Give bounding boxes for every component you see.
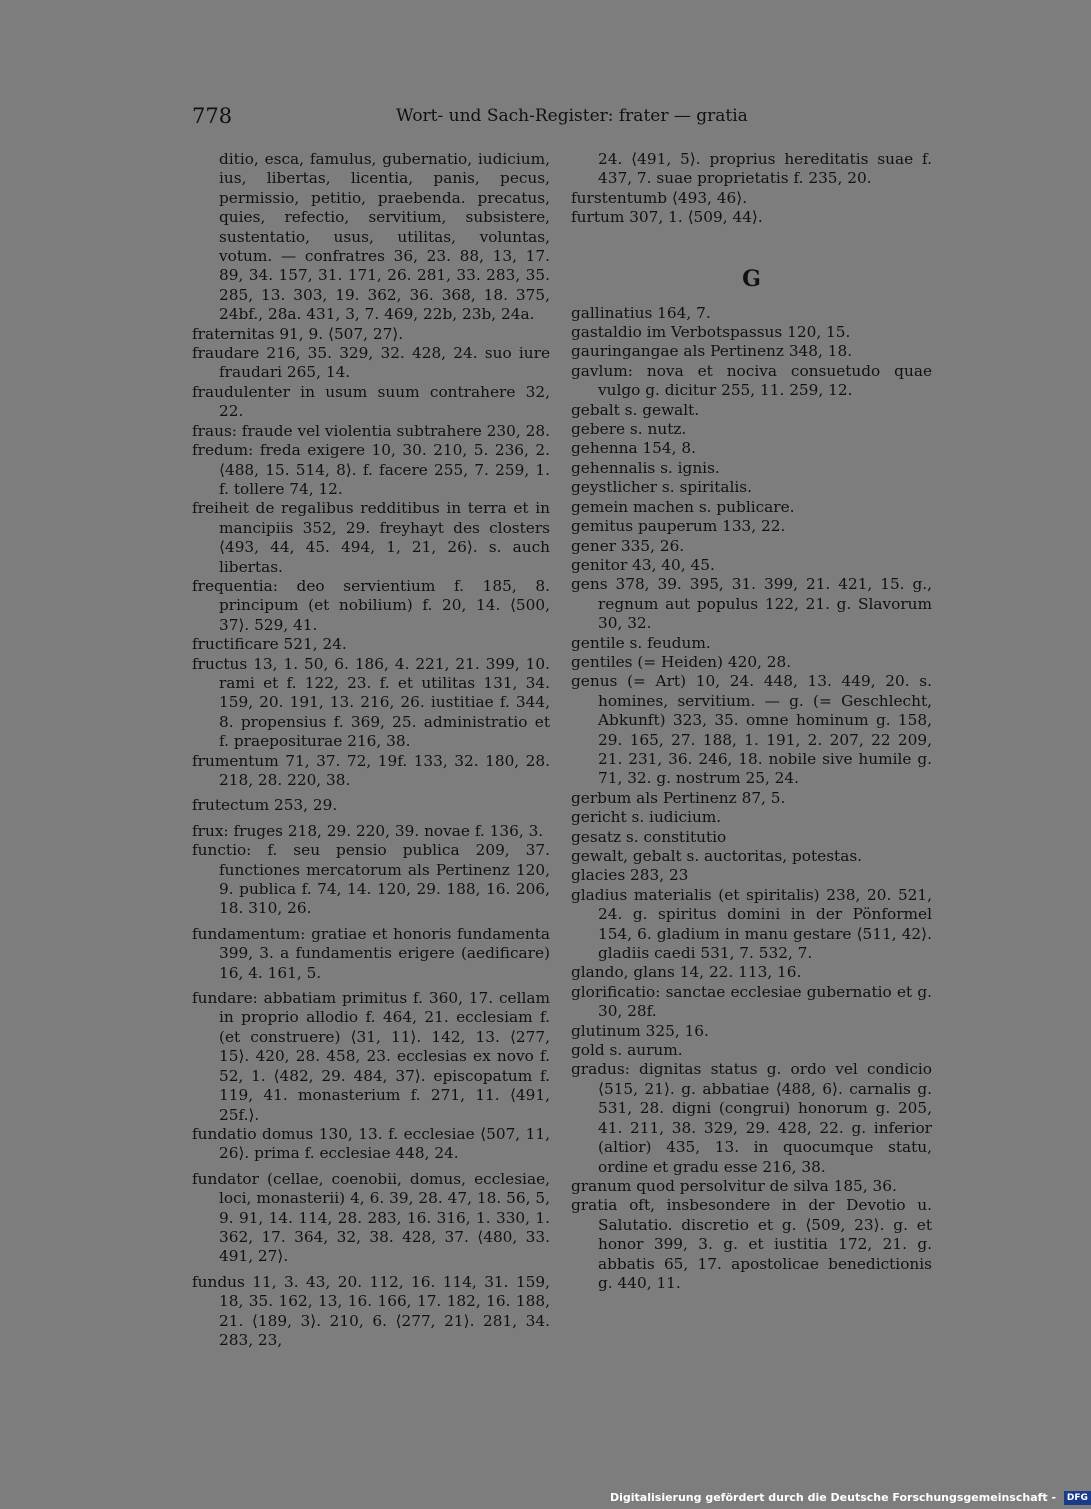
index-entry: fundamentum: gratiae et honoris fundamenta 399, 3. a fundamentis erigere (aedificare) 16, 4. 161, 5. [192,924,550,982]
dfg-logo: DFG [1064,1491,1091,1505]
right-column-entries [571,304,932,1294]
page-number: 778 [192,104,233,128]
index-entry: fructus 13, 1. 50, 6. 186, 4. 221, 21. 399, 10. rami et f. 122, 23. f. et utilitas 131, 34. 159, 20. 191, 13. 216, 26. iustitiae f. 344, 8. propensius f. 369, 25. administratio et f. praeposituraе 216, 38. [192,654,550,751]
footer-text: Digitalisierung gefördert durch die Deutsche Forschungsgemeinschaft [610,1491,1048,1504]
index-entry: 24. ⟨491, 5⟩. proprius hereditatis suae f. 437, 7. suae proprietatis f. 235, 20. [598,150,932,188]
index-entry: glutinum 325, 16. [571,1021,709,1040]
index-entry: gebalt s. gewalt. [571,400,700,419]
index-entry: fundator (cellae, coenobii, domus, ecclesiae, loci, monasterii) 4, 6. 39, 28. 47, 18. 56, 5, 9. 91, 14. 114, 28. 283, 16. 316, 1. 330, 1. 362, 17. 364, 32, 38. 428, 37. ⟨480, 33. 491, 27⟩. [192,1169,550,1266]
index-entry: frutectum 253, 29. [192,796,338,815]
index-entry: genus (= Art) 10, 24. 448, 13. 449, 20. s. homines, servitium. — g. (= Geschlecht, Abkunft) 323, 35. omne hominum g. 158, 29. 165, 27. 188, 1. 191, 2. 207, 22 209, 21. 231, 36. 246, 18. nobile sive humile g. 71, 32. g. nostrum 25, 24. [571,672,932,788]
index-entry: gericht s. iudicium. [571,808,722,827]
index-entry: fraternitas 91, 9. ⟨507, 27⟩. [192,324,404,343]
index-entry: gehennalis s. ignis. [571,458,720,477]
index-entry: genitor 43, 40, 45. [571,555,715,574]
letter-heading: G [742,265,761,292]
index-entry: gesatz s. constitutio [571,827,727,846]
index-entry: gradus: dignitas status g. ordo vel condicio ⟨515, 21⟩. g. abbatiae ⟨488, 6⟩. carnalis g. 531, 28. digni (congrui) honorum g. 205, 41. 211, 38. 329, 29. 428, 22. g. inferior (altior) 435, 13. in quocumque statu, ordine et gradu esse 216, 38. [571,1060,932,1176]
right-column-top [571,150,932,228]
right-column [571,150,932,1293]
index-entry: fructificare 521, 24. [192,635,347,654]
index-entry: fundatio domus 130, 13. f. ecclesiae ⟨507, 11, 26⟩. prima f. ecclesiae 448, 24. [192,1124,550,1163]
index-entry: gold s. aurum. [571,1041,683,1060]
index-entry: fundus 11, 3. 43, 20. 112, 16. 114, 31. 159, 18, 35. 162, 13, 16. 166, 17. 182, 16. 188, 21. ⟨189, 3⟩. 210, 6. ⟨277, 21⟩. 281, 34. 283, 23, [192,1272,550,1349]
footer [610,1490,1091,1506]
index-entry: glacies 283, 23 [571,866,689,885]
index-entry: gauringangae als Pertinenz 348, 18. [571,342,853,361]
index-entry: gehenna 154, 8. [571,439,696,458]
index-entry: gentiles (= Heiden) 420, 28. [571,652,792,671]
running-title: Wort- und Sach-Register: frater — gratia [396,106,748,126]
index-entry: gemein machen s. publicare. [571,497,795,516]
index-entry: gerbum als Pertinenz 87, 5. [571,788,786,807]
index-entry: frumentum 71, 37. 72, 19f. 133, 32. 180, 28. 218, 28. 220, 38. [192,751,550,789]
index-entry: furstentumb ⟨493, 46⟩. [571,188,748,207]
index-entry: gemitus pauperum 133, 22. [571,517,786,536]
index-entry: glando, glans 14, 22. 113, 16. [571,963,802,982]
footer-separator: - [1047,1491,1060,1504]
page-header [192,104,932,132]
index-entry: gens 378, 39. 395, 31. 399, 21. 421, 15. g., regnum aut populus 122, 21. g. Slavorum 30, 32. [571,575,932,633]
index-entry: gallinatius 164, 7. [571,303,711,322]
index-entry: gewalt, gebalt s. auctoritas, potestas. [571,847,863,865]
index-entry: fundare: abbatiam primitus f. 360, 17. cellam in proprio allodio f. 464, 21. ecclesiam f. (et construere) ⟨31, 11⟩. 142, 13. ⟨277, 15⟩. 420, 28. 458, 23. ecclesias ex novo f. 52, 1. ⟨482, 29. 484, 37⟩. episcopatum f. 119, 41. monasterium f. 271, 11. ⟨491, 25f.⟩. [192,989,550,1124]
index-entry: fraudulenter in usum suum contrahere 32, 22. [192,382,550,421]
index-entry: fraus: fraude vel violentia subtrahere 230, 28. [192,421,550,440]
index-entry: gavlum: nova et nociva consuetudo quae vulgo g. dicitur 255, 11. 259, 12. [571,361,932,400]
index-entry: functio: f. seu pensio publica 209, 37. functiones mercatorum als Pertinenz 120, 9. publica f. 74, 14. 120, 29. 188, 16. 206, 18. 310, 26. [192,841,550,918]
index-entry: gastaldio im Verbotspassus 120, 15. [571,323,851,342]
index-entry: gentile s. feudum. [571,633,711,652]
index-entry: gladius materialis (et spiritalis) 238, 20. 521, 24. g. spiritus domini in der Pönformel 154, 6. gladium in manu gestare ⟨511, 42⟩. gladiis caedi 531, 7. 532, 7. [571,885,932,963]
index-entry: frux: fruges 218, 29. 220, 39. novae f. 136, 3. [192,821,544,840]
index-entry: granum quod persolvitur de silva 185, 36. [571,1176,897,1195]
index-entry: gebere s. nutz. [571,420,687,439]
index-entry: furtum 307, 1. ⟨509, 44⟩. [571,208,763,227]
index-entry: gratia oft, insbesondere in der Devotio u. Salutatio. discretio et g. ⟨509, 23⟩. g. et honor 399, 3. g. et iustitia 172, 21. g. abbatis 65, 17. apostolicae benedictionis g. 440, 11. [571,1196,932,1292]
left-column [192,150,550,1350]
index-entry: glorificatio: sanctae ecclesiae gubernatio et g. 30, 28f. [571,982,932,1021]
index-entry: ditio, esca, famulus, gubernatio, iudicium, ius, libertas, licentia, panis, pecus, permissio, petitio, praebenda. precatus, quies, refectio, servitium, subsistere, sustentatio, usus, utilitas, voluntas, votum. — confratres 36, 23. 88, 13, 17. 89, 34. 157, 31. 171, 26. 281, 33. 283, 35. 285, 13. 303, 19. 362, 36. 368, 18. 375, 24bf., 28a. 431, 3, 7. 469, 22b, 23b, 24a. [219,150,550,324]
index-entry: gener 335, 26. [571,536,685,555]
index-entry: geystlicher s. spiritalis. [571,478,752,497]
index-entry: fredum: freda exigere 10, 30. 210, 5. 236, 2. ⟨488, 15. 514, 8⟩. f. facere 255, 7. 259, 1. f. tollere 74, 12. [192,441,550,498]
index-entry: freiheit de regalibus redditibus in terra et in mancipiis 352, 29. freyhayt des closters ⟨493, 44, 45. 494, 1, 21, 26⟩. s. auch libertas. [192,499,550,576]
index-entry: fraudare 216, 35. 329, 32. 428, 24. suo iure fraudari 265, 14. [192,344,550,382]
index-entry: frequentia: deo servientium f. 185, 8. principum (et nobilium) f. 20, 14. ⟨500, 37⟩. 529, 41. [192,576,550,634]
